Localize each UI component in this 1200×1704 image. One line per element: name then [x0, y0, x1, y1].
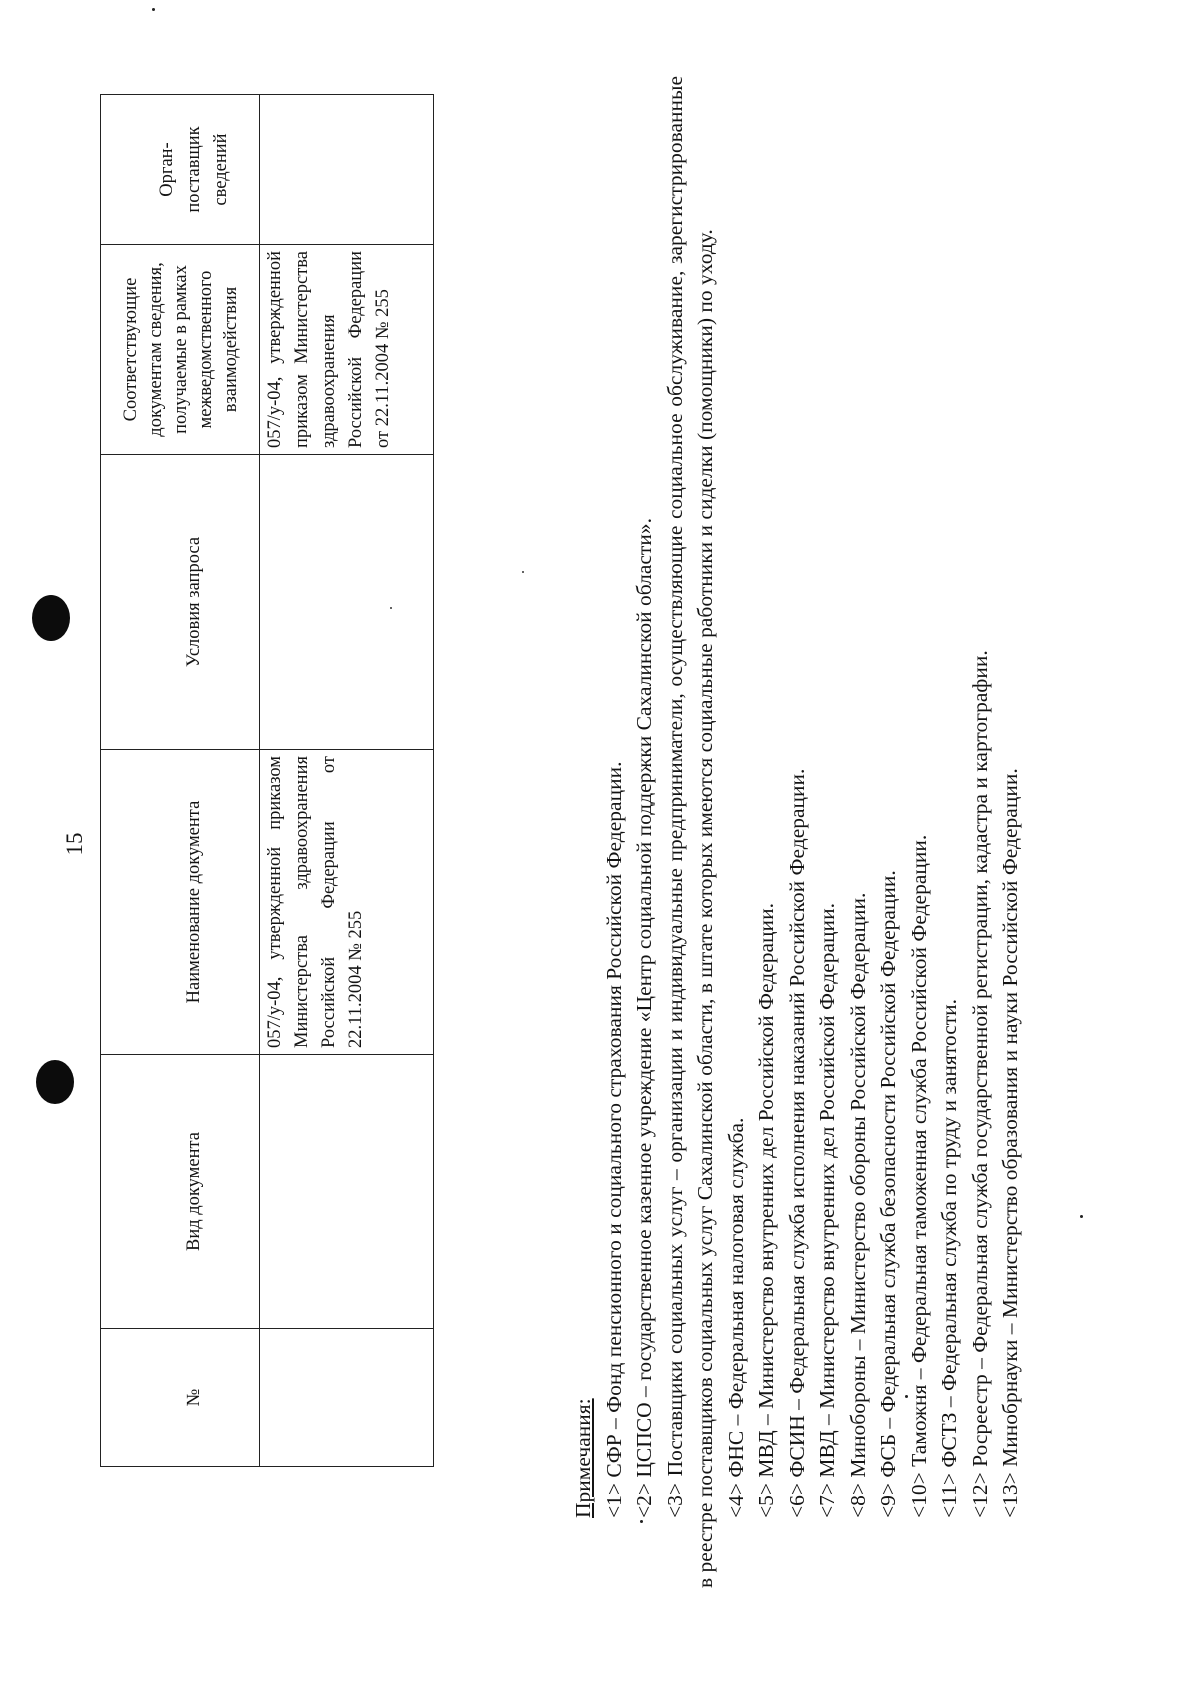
note-item: <8> Минобороны – Министерство обороны Российской Федерации. — [845, 892, 870, 1518]
page-number: 15 — [62, 832, 87, 856]
header-conditions: Условия запроса — [101, 455, 260, 750]
cell-info: 057/у-04, утвержденной приказом Министерства здравоохранения Российской Федерации от 22.11.2004 № 255 — [260, 245, 434, 455]
scan-speck — [390, 607, 392, 609]
note-item: <9> ФСБ – Федеральная служба безопасности Российской Федерации. — [876, 870, 900, 1518]
note-item: <2> ЦСПСО – государственное казенное учреждение «Центр социальной поддержки Сахалинской области». — [632, 518, 656, 1518]
header-info: Соответствующие документам сведения, получаемые в рамках межведомственного взаимодействия — [101, 245, 260, 455]
cell-doc-name: 057/у-04, утвержденной приказом Министерства здравоохранения Российской Федерации от 22.11.2004 № 255 — [260, 750, 434, 1055]
cell-doc-type — [260, 1055, 434, 1329]
note-item: <12> Росреестр – Федеральная служба государственной регистрации, кадастра и картографии. — [967, 650, 992, 1518]
header-number: № — [101, 1329, 260, 1467]
header-doc-name: Наименование документа — [101, 750, 260, 1055]
cell-number — [260, 1329, 434, 1467]
note-item: <3> Поставщики социальных услуг – организации и индивидуальные предприниматели, осуществляющие социальное обслуживание, зарегистрированные в реестре поставщиков социальных услуг Сахалинской области, в штате которых имеются социальные работники и сиделки (помощники) по уходу. — [662, 76, 717, 1588]
notes-section — [568, 76, 1026, 1588]
header-doc-type: Вид документа — [101, 1055, 260, 1329]
header-supplier: Орган-поставщик сведений — [101, 95, 260, 245]
note-item: <7> МВД – Министерство внутренних дел Российской Федерации. — [815, 903, 839, 1518]
documents-table — [100, 94, 434, 1467]
cell-supplier — [260, 95, 434, 245]
notes-title: Примечания: — [571, 1398, 595, 1518]
note-item: <13> Минобрнауки – Министерство образования и науки Российской Федерации. — [998, 768, 1022, 1518]
table-row — [260, 95, 434, 1467]
table-header-row — [101, 95, 260, 1467]
note-item: <10> Таможня – Федеральная таможенная служба Российской Федерации. — [906, 834, 931, 1518]
cell-conditions — [260, 455, 434, 750]
note-item: <6> ФСИН – Федеральная служба исполнения наказаний Российской Федерации. — [784, 768, 809, 1518]
note-item: <5> МВД – Министерство внутренних дел Российской Федерации. — [754, 903, 778, 1518]
note-item: <4> ФНС – Федеральная налоговая служба. — [723, 1117, 748, 1518]
note-item: <11> ФСТЗ – Федеральная служба по труду и занятости. — [937, 998, 961, 1518]
scan-speck — [522, 571, 524, 573]
note-item: <1> СФР – Фонд пенсионного и социального страхования Российской Федерации. — [601, 761, 626, 1518]
